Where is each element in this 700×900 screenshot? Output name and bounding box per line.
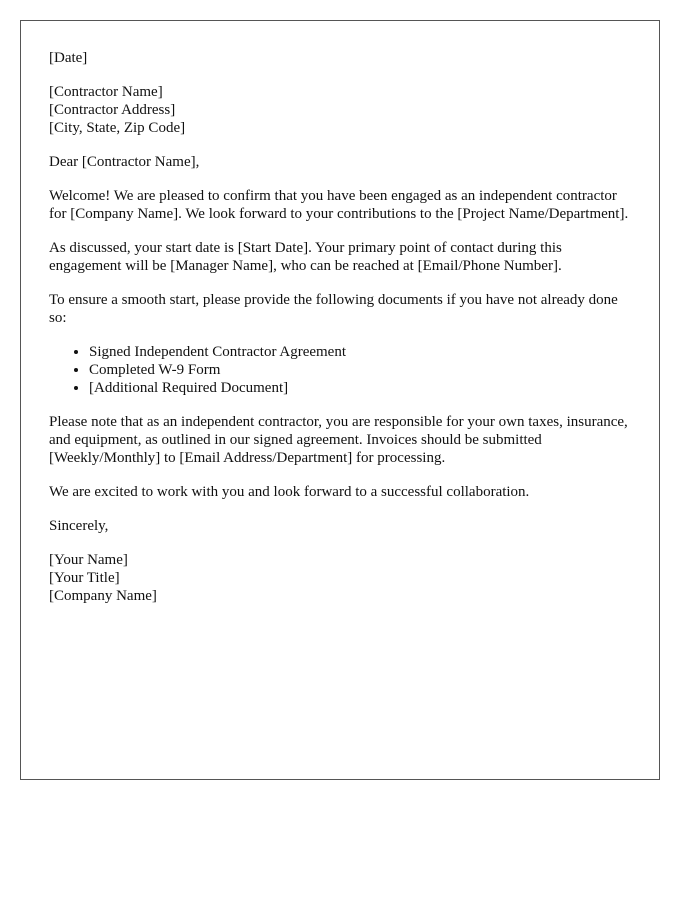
- letter-document: [20, 20, 660, 780]
- sender-title: [Your Title]: [49, 570, 120, 586]
- paragraph-responsibilities: Please note that as an independent contractor, you are responsible for your own taxes, insurance, and equipment, as outlined in our signed agreement. Invoices should be submitted [Weekly/Monthly] to [Email Address/Department] for processing.: [49, 414, 628, 466]
- list-item: • Completed W-9 Form: [89, 361, 631, 379]
- letter-date-block: [49, 49, 631, 67]
- paragraph-documents-intro: To ensure a smooth start, please provide the following documents if you have not already done so:: [49, 292, 618, 326]
- paragraph-start-date: As discussed, your start date is [Start Date]. Your primary point of contact during this engagement will be [Manager Name], who can be reached at [Email/Phone Number].: [49, 240, 562, 274]
- list-item: • [Additional Required Document]: [89, 379, 631, 397]
- letter-date: [Date]: [49, 50, 88, 66]
- documents-list: [49, 343, 631, 397]
- list-item: • Signed Independent Contractor Agreement: [89, 343, 631, 361]
- recipient-city-state-zip: [City, State, Zip Code]: [49, 120, 186, 136]
- sender-signature-block: [49, 551, 631, 605]
- signoff: Sincerely,: [49, 518, 109, 534]
- salutation: Dear [Contractor Name],: [49, 154, 200, 170]
- sender-name: [Your Name]: [49, 552, 128, 568]
- recipient-address-block: [49, 83, 631, 137]
- paragraph-closing: We are excited to work with you and look forward to a successful collaboration.: [49, 484, 530, 500]
- paragraph-welcome: Welcome! We are pleased to confirm that you have been engaged as an independent contractor for [Company Name]. We look forward to your contributions to the [Project Name/Department].: [49, 188, 629, 222]
- sender-company: [Company Name]: [49, 588, 157, 604]
- recipient-address: [Contractor Address]: [49, 102, 176, 118]
- recipient-name: [Contractor Name]: [49, 84, 163, 100]
